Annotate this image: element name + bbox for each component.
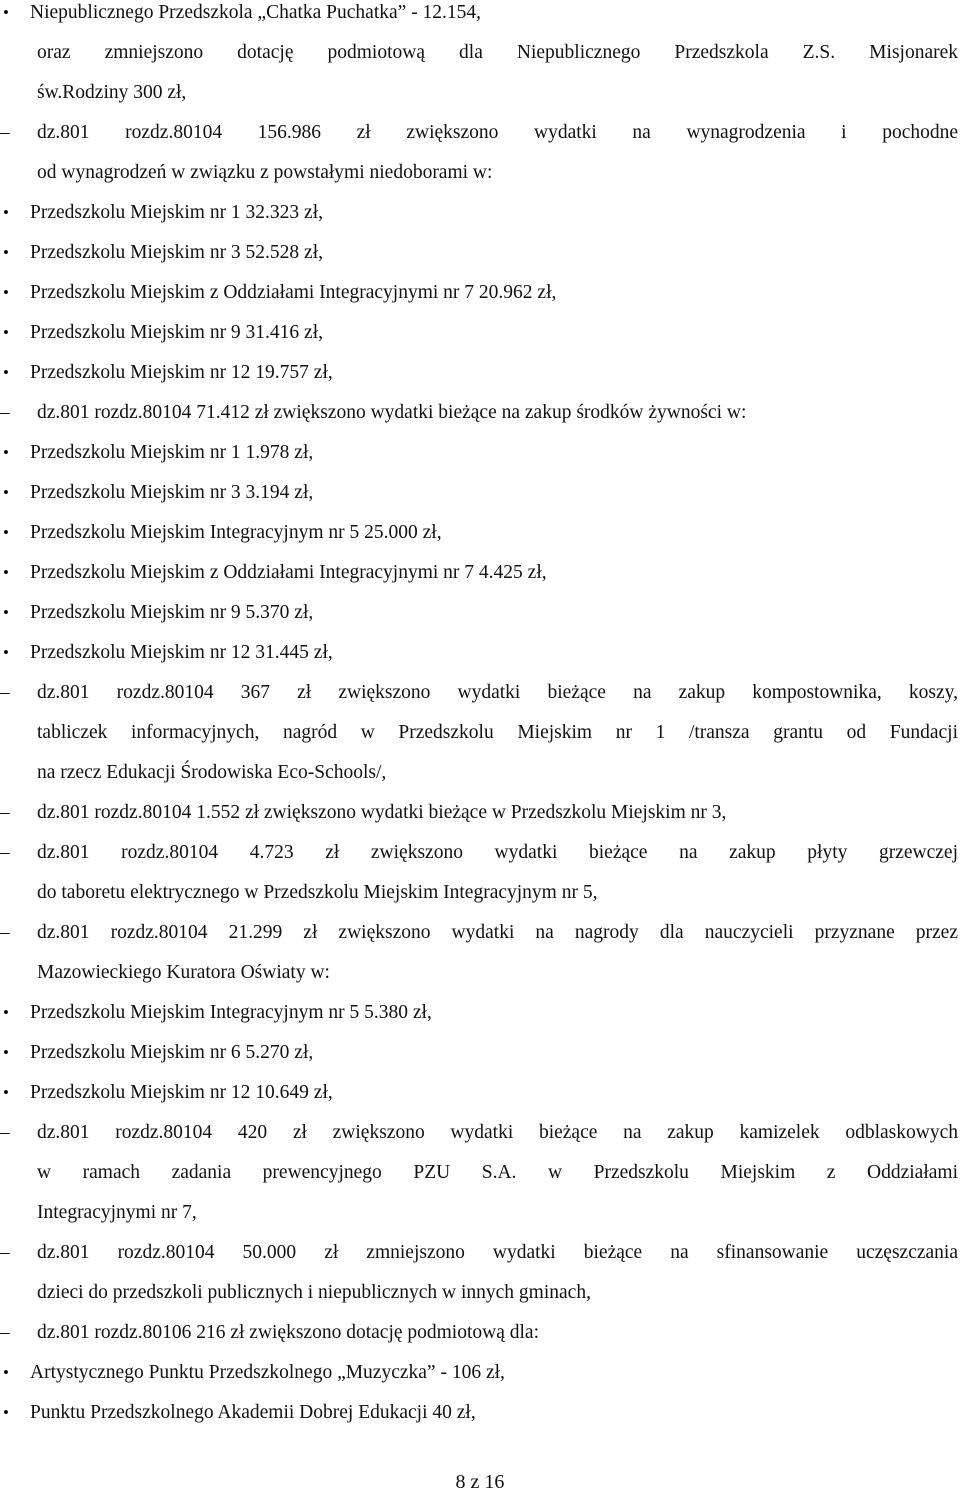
text-line: dz.801 rozdz.80104 420 zł zwiększono wydatki bieżące na zakup kamizelek odblaskowych xyxy=(37,1122,958,1143)
bullet-item xyxy=(0,1353,960,1393)
bullet-marker: • xyxy=(3,603,9,622)
bullet-item xyxy=(0,993,960,1033)
dash-marker: – xyxy=(0,922,10,943)
text-line: oraz zmniejszono dotację podmiotową dla Niepublicznego Przedszkola Z.S. Misjonarek xyxy=(37,42,958,63)
text-line: tabliczek informacyjnych, nagród w Przedszkolu Miejskim nr 1 /transza grantu od Fundacji xyxy=(37,722,958,743)
text-line: Przedszkolu Miejskim Integracyjnym nr 5 25.000 zł, xyxy=(30,522,442,543)
bullet-item xyxy=(0,1033,960,1073)
text-line: Przedszkolu Miejskim nr 3 52.528 zł, xyxy=(30,242,324,263)
dash-item xyxy=(0,913,960,993)
text-line: Niepublicznego Przedszkola „Chatka Puchatka” - 12.154, xyxy=(30,2,482,23)
text-line: dz.801 rozdz.80104 156.986 zł zwiększono wydatki na wynagrodzenia i pochodne xyxy=(37,122,958,143)
dash-marker: – xyxy=(0,1322,10,1343)
dash-item xyxy=(0,393,960,433)
bullet-marker: • xyxy=(3,643,9,662)
dash-item xyxy=(0,113,960,193)
text-line: dz.801 rozdz.80104 50.000 zł zmniejszono wydatki bieżące na sfinansowanie uczęszczania xyxy=(37,1242,958,1263)
dash-marker: – xyxy=(0,1242,10,1263)
bullet-marker: • xyxy=(3,243,9,262)
dash-item xyxy=(0,1233,960,1313)
bullet-marker: • xyxy=(3,523,9,542)
text-line: Integracyjnymi nr 7, xyxy=(37,1202,197,1223)
text-line: Przedszkolu Miejskim nr 12 31.445 zł, xyxy=(30,642,333,663)
text-line: św.Rodziny 300 zł, xyxy=(37,82,187,103)
dash-marker: – xyxy=(0,1122,10,1143)
text-line: Punktu Przedszkolnego Akademii Dobrej Edukacji 40 zł, xyxy=(30,1402,476,1423)
text-line: Przedszkolu Miejskim nr 9 5.370 zł, xyxy=(30,602,314,623)
text-line: Mazowieckiego Kuratora Oświaty w: xyxy=(37,962,330,983)
text-line: od wynagrodzeń w związku z powstałymi niedoborami w: xyxy=(37,162,493,183)
text-line: Przedszkolu Miejskim Integracyjnym nr 5 5.380 zł, xyxy=(30,1002,432,1023)
bullet-item xyxy=(0,513,960,553)
text-line: na rzecz Edukacji Środowiska Eco-Schools/, xyxy=(37,762,387,783)
bullet-item xyxy=(0,193,960,233)
bullet-item xyxy=(0,0,960,33)
bullet-item xyxy=(0,473,960,513)
text-line: dz.801 rozdz.80104 4.723 zł zwiększono wydatki bieżące na zakup płyty grzewczej xyxy=(37,842,958,863)
text-line: Przedszkolu Miejskim nr 9 31.416 zł, xyxy=(30,322,324,343)
bullet-item xyxy=(0,593,960,633)
dash-item xyxy=(0,1113,960,1233)
bullet-marker: • xyxy=(3,3,9,22)
continuation-item xyxy=(0,33,960,113)
bullet-marker: • xyxy=(3,563,9,582)
text-line: Artystycznego Punktu Przedszkolnego „Muzyczka” - 106 zł, xyxy=(30,1362,505,1383)
text-line: dz.801 rozdz.80104 21.299 zł zwiększono wydatki na nagrody dla nauczycieli przyznane przez xyxy=(37,922,958,943)
dash-marker: – xyxy=(0,402,10,423)
bullet-item xyxy=(0,1393,960,1433)
bullet-marker: • xyxy=(3,363,9,382)
text-line: do taboretu elektrycznego w Przedszkolu Miejskim Integracyjnym nr 5, xyxy=(37,882,598,903)
bullet-item xyxy=(0,433,960,473)
text-line: Przedszkolu Miejskim nr 6 5.270 zł, xyxy=(30,1042,314,1063)
text-line: Przedszkolu Miejskim nr 1 32.323 zł, xyxy=(30,202,324,223)
bullet-item xyxy=(0,553,960,593)
text-line: Przedszkolu Miejskim nr 3 3.194 zł, xyxy=(30,482,314,503)
bullet-marker: • xyxy=(3,443,9,462)
text-line: dzieci do przedszkoli publicznych i niepublicznych w innych gminach, xyxy=(37,1282,591,1303)
dash-item xyxy=(0,833,960,913)
dash-marker: – xyxy=(0,802,10,823)
bullet-item xyxy=(0,313,960,353)
bullet-item xyxy=(0,233,960,273)
text-line: dz.801 rozdz.80104 1.552 zł zwiększono wydatki bieżące w Przedszkolu Miejskim nr 3, xyxy=(37,802,727,823)
bullet-marker: • xyxy=(3,323,9,342)
bullet-marker: • xyxy=(3,1083,9,1102)
page-number: 8 z 16 xyxy=(455,1471,505,1493)
text-line: Przedszkolu Miejskim nr 12 19.757 zł, xyxy=(30,362,333,383)
dash-marker: – xyxy=(0,842,10,863)
bullet-item xyxy=(0,633,960,673)
bullet-marker: • xyxy=(3,1003,9,1022)
text-line: dz.801 rozdz.80104 367 zł zwiększono wydatki bieżące na zakup kompostownika, koszy, xyxy=(37,682,958,703)
text-line: w ramach zadania prewencyjnego PZU S.A. w Przedszkolu Miejskim z Oddziałami xyxy=(37,1162,958,1183)
bullet-marker: • xyxy=(3,1403,9,1422)
dash-item xyxy=(0,673,960,793)
bullet-item xyxy=(0,273,960,313)
text-line: dz.801 rozdz.80104 71.412 zł zwiększono wydatki bieżące na zakup środków żywności w: xyxy=(37,402,747,423)
bullet-marker: • xyxy=(3,1043,9,1062)
dash-item xyxy=(0,793,960,833)
text-line: Przedszkolu Miejskim nr 12 10.649 zł, xyxy=(30,1082,333,1103)
bullet-marker: • xyxy=(3,283,9,302)
dash-marker: – xyxy=(0,122,10,143)
text-line: Przedszkolu Miejskim nr 1 1.978 zł, xyxy=(30,442,314,463)
bullet-item xyxy=(0,1073,960,1113)
text-line: Przedszkolu Miejskim z Oddziałami Integracyjnymi nr 7 4.425 zł, xyxy=(30,562,547,583)
bullet-item xyxy=(0,353,960,393)
dash-marker: – xyxy=(0,682,10,703)
text-line: dz.801 rozdz.80106 216 zł zwiększono dotację podmiotową dla: xyxy=(37,1322,539,1343)
text-line: Przedszkolu Miejskim z Oddziałami Integracyjnymi nr 7 20.962 zł, xyxy=(30,282,557,303)
bullet-marker: • xyxy=(3,483,9,502)
bullet-marker: • xyxy=(3,203,9,222)
dash-item xyxy=(0,1313,960,1353)
bullet-marker: • xyxy=(3,1363,9,1382)
